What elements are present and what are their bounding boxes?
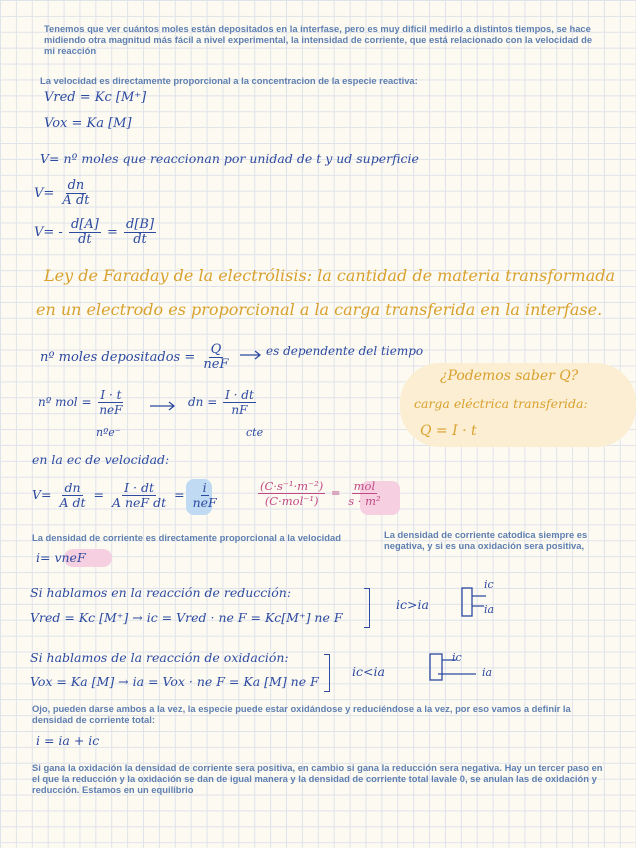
intro-paragraph: Tenemos que ver cuántos moles están depositados en la interfase, pero es muy difícil medirlo a distintos tiempos, se hace midiendo otra magnitud más fácil a nivel experimental, la intensidad de corriente, que está relacionado con la velocidad de mi reacción — [44, 23, 593, 56]
reduction-current-equation: Vred = Kc [M⁺] → ic = Vred · ne F = Kc[M⁺] ne F — [30, 610, 343, 625]
i-vnef-equation: i= vneF — [36, 550, 86, 565]
velocity-concentration: V= - $\frac{d[A]}{dt}$ = $\frac{d[B]}{dt}$ — [34, 217, 155, 247]
velocity-current-fraction: V= $\frac{dn}{\text{A dt}}$ = $\frac{I \cdot dt}{\text{A neF dt}}$ = $\frac{i}{\text{neF}}$ — [32, 480, 217, 510]
total-current-equation: i = ia + ic — [36, 733, 100, 748]
reduction-diagram-ic: ic — [484, 578, 494, 591]
faraday-law-line-2: en un electrodo es proporcional a la carga transferida en la interfase. — [36, 300, 603, 319]
velocity-definition: V= nº moles que reaccionan por unidad de t y ud superficie — [40, 151, 419, 166]
dn-equation: dn = $\frac{I \cdot dt}{nF}$ — [188, 388, 254, 417]
reduction-diagram-ia: ia — [484, 603, 495, 616]
ic-less-than-ia: ic<ia — [352, 664, 385, 679]
oxidation-diagram-ia: ia — [482, 666, 493, 679]
cathodic-current-note: La densidad de corriente catodica siempre es negativa, y si es una oxidación sera positiva, — [384, 529, 588, 551]
velocity-proportional-note: La velocidad es directamente proporcional a la concentracion de la especie reactiva: — [40, 75, 418, 86]
in-rate-equation-label: en la ec de velocidad: — [32, 452, 170, 467]
faraday-law-line-1: Ley de Faraday de la electrólisis: la cantidad de materia transformada — [44, 266, 616, 285]
units-calculation: $\frac{\text{(C·s⁻¹·m⁻²)}}{\text{(C·mol⁻¹)}}$ = $\frac{\text{mol}}{\text{s · m²}}$ — [260, 479, 381, 508]
equilibrium-paragraph: Si gana la oxidación la densidad de corriente sera positiva, en cambio si gana la reducción sera negativa. Hay un tercer paso en el que la reducción y la oxidación se dan de igual manera y la densidad de corriente total lavale 0, se anulan las de oxidación y reducción. Estamos en un equilibrio — [32, 762, 603, 795]
can-we-know-q: ¿Podemos saber Q? — [440, 368, 579, 384]
oxidation-current-equation: Vox = Ka [M] → ia = Vox · ne F = Ka [M] ne F — [30, 674, 319, 689]
constant-note: cte — [246, 426, 264, 439]
current-density-proportional: La densidad de corriente es directamente proporcional a la velocidad — [32, 532, 341, 543]
both-simultaneously-note: Ojo, pueden darse ambos a la vez, la especie puede estar oxidándose y reduciéndose a la vez, por eso vamos a definir la densidad de corriente total: — [32, 703, 571, 725]
oxidation-heading: Si hablamos de la reacción de oxidación: — [30, 650, 289, 665]
depends-arrow — [240, 350, 264, 360]
oxidation-diagram-ic: ic — [452, 651, 462, 664]
oxidation-bracket — [324, 654, 330, 692]
electrons-note: nºe⁻ — [96, 426, 121, 439]
reduction-bracket — [364, 588, 370, 628]
time-dependence-note: es dependente del tiempo — [266, 344, 424, 358]
charge-transferred-label: carga eléctrica transferida: — [414, 396, 588, 411]
moles-deposited: nº moles depositados = $\frac{Q}{\text{neF}}$ — [40, 342, 229, 372]
nmol-equation: nº mol = $\frac{I \cdot t}{\text{neF}}$ — [38, 388, 123, 417]
reduction-heading: Si hablamos en la reacción de reducción: — [30, 585, 292, 600]
reduction-diagram — [456, 582, 506, 622]
charge-formula: Q = I · t — [420, 423, 477, 439]
long-arrow — [150, 401, 176, 411]
vred-equation: Vred = Kc [M⁺] — [44, 90, 147, 105]
vox-equation: Vox = Ka [M] — [44, 116, 132, 131]
ic-greater-than-ia: ic>ia — [396, 597, 429, 612]
velocity-fraction: V= $\frac{dn}{\text{A dt}}$ — [34, 178, 90, 208]
